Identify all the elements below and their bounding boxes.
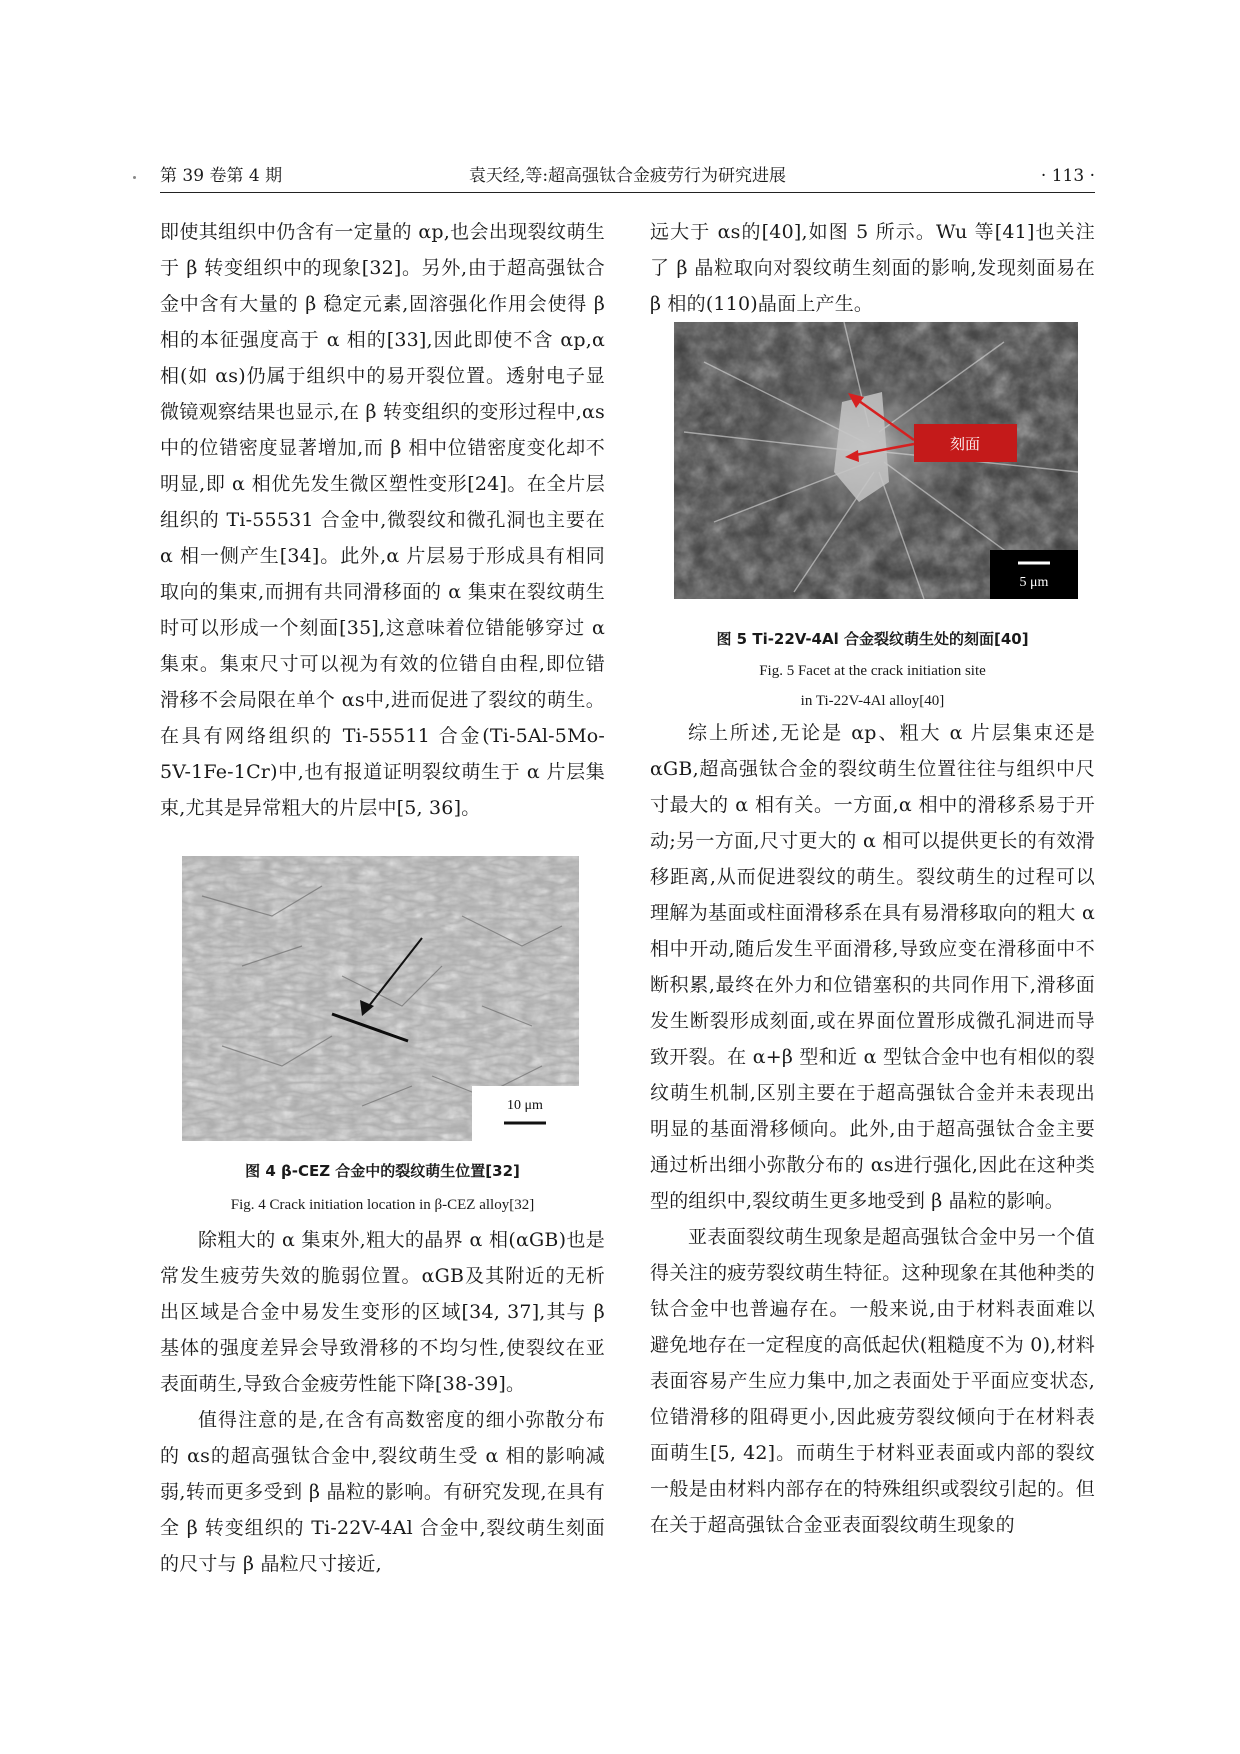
paragraph: 综上所述,无论是 αp、粗大 α 片层集束还是 αGB,超高强钛合金的裂纹萌生位置往往与组织中尺寸最大的 α 相有关。一方面,α 相中的滑移系易于开动;另一方面,尺寸更大的 α 相可以提供更长的有效滑移距离,从而促进裂纹的萌生。裂纹萌生的过程可以理解为基面或柱面滑移系在具有易滑移取向的粗大 α 相中开动,随后发生平面滑移,导致应变在滑移面中不断积累,最终在外力和位错塞积的共同作用下,滑移面发生断裂形成刻面,或在界面位置形成微孔洞进而导致开裂。在 α+β 型和近 α 型钛合金中也有相似的裂纹萌生机制,区别主要在于超高强钛合金并未表现出明显的基面滑移倾向。此外,由于超高强钛合金主要通过析出细小弥散分布的 αs进行强化,因此在这种类型的组织中,裂纹萌生更多地受到 β 晶粒的影响。 — [650, 722, 1095, 1212]
paragraph: 即使其组织中仍含有一定量的 αp,也会出现裂纹萌生于 β 转变组织中的现象[32]。另外,由于超高强钛合金中含有大量的 β 稳定元素,固溶强化作用会使得 β 相的本征强度高于 α 相的[33],因此即使不含 αp,α 相(如 αs)仍属于组织中的易开裂位置。透射电子显微镜观察结果也显示,在 β 转变组织的变形过程中,αs中的位错密度显著增加,而 β 相中位错密度变化却不明显,即 α 相优先发生微区塑性变形[24]。在全片层组织的 Ti-55531 合金中,微裂纹和微孔洞也主要在 α 相一侧产生[34]。此外,α 片层易于形成具有相同取向的集束,而拥有共同滑移面的 α 集束在裂纹萌生时可以形成一个刻面[35],这意味着位错能够穿过 α 集束。集束尺寸可以视为有效的位错自由程,即位错滑移不会局限在单个 αs中,进而促进了裂纹的萌生。在具有网络组织的 Ti-55511 合金(Ti-5Al-5Mo-5V-1Fe-1Cr)中,也有报道证明裂纹萌生于 α 片层集束,尤其是异常粗大的片层中[5, 36]。 — [160, 221, 605, 819]
left-column-top — [160, 214, 605, 826]
left-column-bottom — [160, 1222, 605, 1582]
paragraph: 远大于 αs的[40],如图 5 所示。Wu 等[41]也关注了 β 晶粒取向对裂纹萌生刻面的影响,发现刻面易在 β 相的(110)晶面上产生。 — [650, 221, 1095, 315]
right-column-bottom — [650, 715, 1095, 1543]
figure-5-caption-cn: 图 5 Ti-22V-4Al 合金裂纹萌生处的刻面[40] — [716, 630, 1029, 648]
paragraph: 亚表面裂纹萌生现象是超高强钛合金中另一个值得关注的疲劳裂纹萌生特征。这种现象在其他种类的钛合金中也普遍存在。一般来说,由于材料表面难以避免地存在一定程度的高低起伏(粗糙度不为 0),材料表面容易产生应力集中,加之表面处于平面应变状态,位错滑移的阻碍更小,因此疲劳裂纹倾向于在材料表面萌生[5, 42]。而萌生于材料亚表面或内部的裂纹一般是由材料内部存在的特殊组织或裂纹引起的。但在关于超高强钛合金亚表面裂纹萌生现象的 — [650, 1226, 1095, 1536]
fig4-scale-label: 10 μm — [507, 1098, 543, 1113]
fig5-scale-label: 5 μm — [1019, 575, 1049, 590]
facet-label: 刻面 — [949, 435, 981, 453]
header-page-number: · 113 · — [1040, 166, 1095, 186]
figure-4-caption-cn: 图 4 β-CEZ 合金中的裂纹萌生位置[32] — [245, 1162, 520, 1180]
figure-5-caption-en-line2: in Ti-22V-4Al alloy[40] — [800, 693, 945, 709]
header-rule — [160, 192, 1095, 193]
margin-dot — [133, 176, 136, 179]
figure-4-micrograph — [182, 856, 579, 1141]
header-volume: 第 39 卷第 4 期 — [160, 166, 283, 186]
figure-5-caption-en-line1: Fig. 5 Facet at the crack initiation site — [759, 663, 986, 679]
paragraph: 除粗大的 α 集束外,粗大的晶界 α 相(αGB)也是常发生疲劳失效的脆弱位置。αGB及其附近的无析出区域是合金中易发生变形的区域[34, 37],其与 β 基体的强度差异会导致滑移的不均匀性,使裂纹在亚表面萌生,导致合金疲劳性能下降[38-39]。 — [160, 1229, 605, 1395]
header-title: 袁天经,等:超高强钛合金疲劳行为研究进展 — [468, 166, 787, 186]
right-column-top — [650, 214, 1095, 322]
figure-4-caption-en: Fig. 4 Crack initiation location in β-CEZ alloy[32] — [230, 1197, 535, 1213]
figure-5-sem-image — [674, 322, 1078, 599]
paragraph: 值得注意的是,在含有高数密度的细小弥散分布的 αs的超高强钛合金中,裂纹萌生受 α 相的影响减弱,转而更多受到 β 晶粒的影响。有研究发现,在具有全 β 转变组织的 Ti-22V-4Al 合金中,裂纹萌生刻面的尺寸与 β 晶粒尺寸接近, — [160, 1409, 606, 1575]
